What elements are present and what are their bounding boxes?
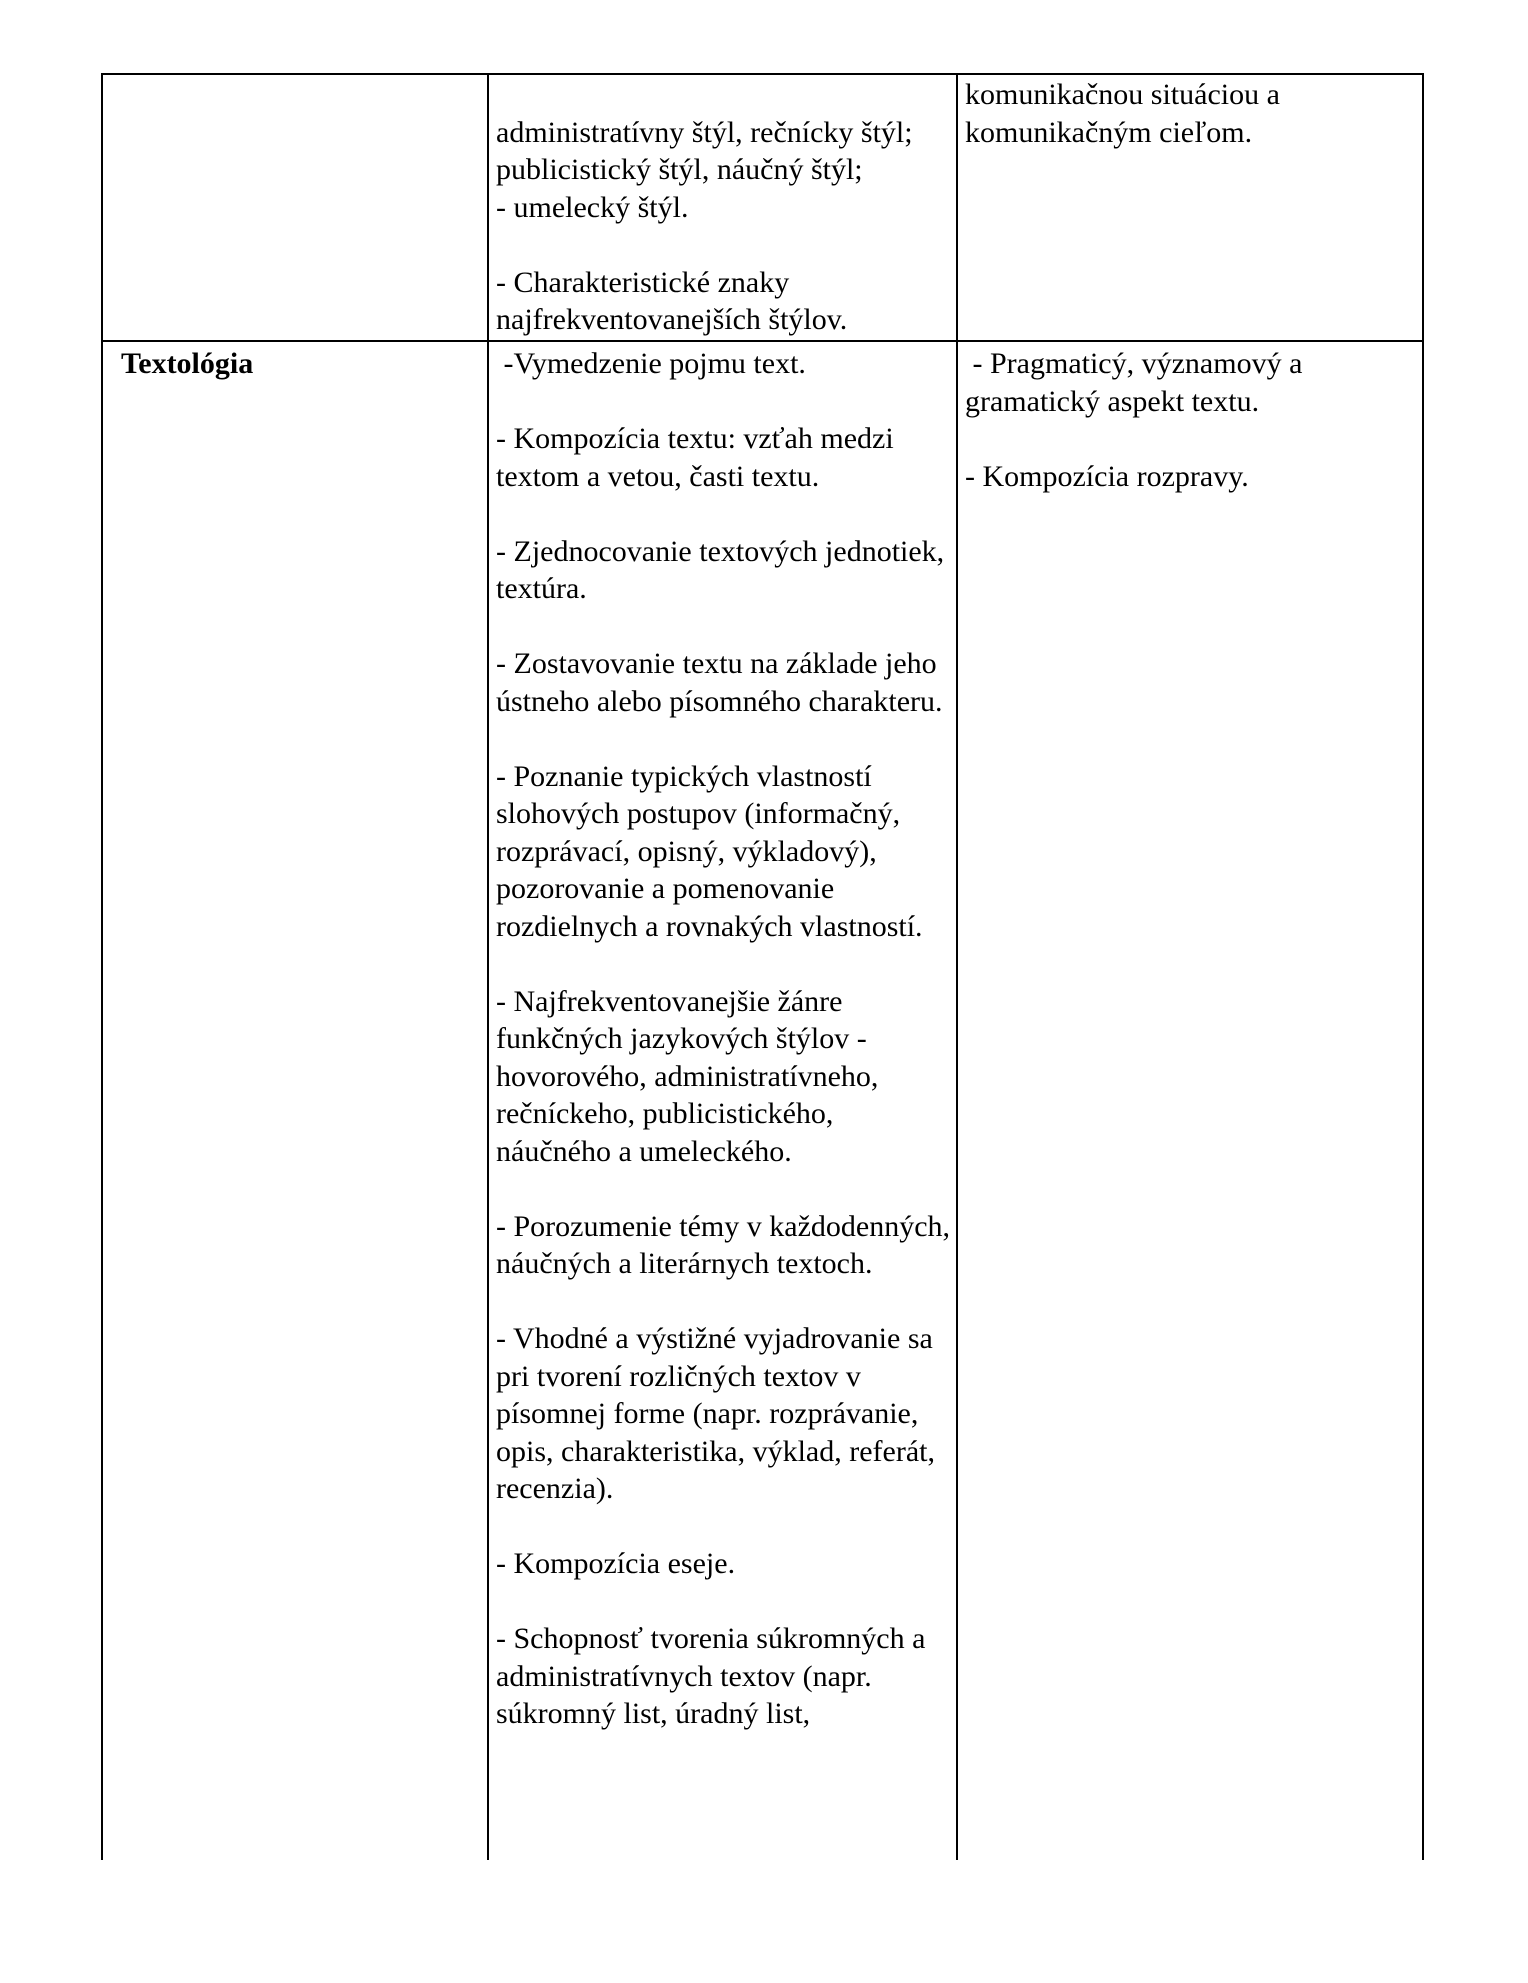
content-paragraph: [496, 983, 951, 1171]
outcome-text: - Kompozícia rozpravy.: [965, 459, 1249, 493]
content-text: - Schopnosť tvorenia súkromných a administratívnych textov (napr. súkromný list, úradný list,: [496, 1622, 926, 1730]
column-divider-1: [487, 73, 489, 1860]
outcome-text: - Pragmaticý, významový a gramatický aspekt textu.: [965, 347, 1310, 418]
content-text: - Najfrekventovanejšie žánre funkčných jazykových štýlov - hovorového, administratívneho, rečníckeho, publicistického, náučného a umeleckého.: [496, 984, 879, 1168]
content-text: - Kompozícia eseje.: [496, 1547, 736, 1580]
row1-outcomes-cell: [965, 76, 1415, 151]
content-text: - Porozumenie témy v každodenných, náučných a literárnych textoch.: [496, 1209, 951, 1280]
content-paragraph: [496, 533, 951, 608]
content-text: - Kompozícia textu: vzťah medzi textom a vetou, časti textu.: [496, 422, 894, 493]
content-text: - Charakteristické znaky najfrekventovanejších štýlov.: [496, 265, 848, 336]
outcome-paragraph: [965, 76, 1415, 151]
content-text: - Poznanie typických vlastností slohových postupov (informačný, rozprávací, opisný, výkladový), pozorovanie a pomenovanie rozdielnych a rovnakých vlastností.: [496, 759, 923, 943]
content-paragraph: [496, 758, 951, 946]
content-paragraph: [496, 1620, 951, 1733]
row2-outcomes-cell: [965, 345, 1415, 495]
content-paragraph: [496, 420, 951, 495]
table-right-border: [1422, 73, 1424, 1860]
content-paragraph: [496, 1545, 951, 1583]
column-divider-2: [956, 73, 958, 1860]
outcome-paragraph: [965, 458, 1415, 496]
row2-content-cell: [496, 345, 951, 1733]
content-text: administratívny štýl, rečnícky štýl; publicistický štýl, náučný štýl; - umelecký štýl.: [496, 115, 913, 224]
content-paragraph: [496, 1320, 951, 1508]
outcome-paragraph: [965, 345, 1415, 420]
table-top-border: [101, 73, 1424, 75]
content-text: - Zjednocovanie textových jednotiek, textúra.: [496, 534, 945, 605]
row2-topic-cell: [121, 345, 476, 383]
content-paragraph: [496, 1208, 951, 1283]
content-text: - Zostavovanie textu na základe jeho ústneho alebo písomného charakteru.: [496, 647, 943, 718]
row2-topic: Textológia: [121, 347, 254, 380]
content-text: - Vhodné a výstižné vyjadrovanie sa pri tvorení rozličných textov v písomnej forme (napr. rozprávanie, opis, charakteristika, výklad, referát, recenzia).: [496, 1322, 935, 1505]
outcome-text: komunikačnou situáciou a komunikačným cieľom.: [965, 78, 1280, 149]
row-divider: [101, 340, 1424, 342]
content-paragraph: [496, 645, 951, 720]
content-text: -Vymedzenie pojmu text.: [496, 347, 806, 380]
table-left-border: [101, 73, 103, 1860]
row1-content-cell: [496, 76, 951, 339]
content-paragraph: [496, 345, 951, 383]
content-paragraph: [496, 264, 951, 339]
content-paragraph: [496, 76, 951, 226]
